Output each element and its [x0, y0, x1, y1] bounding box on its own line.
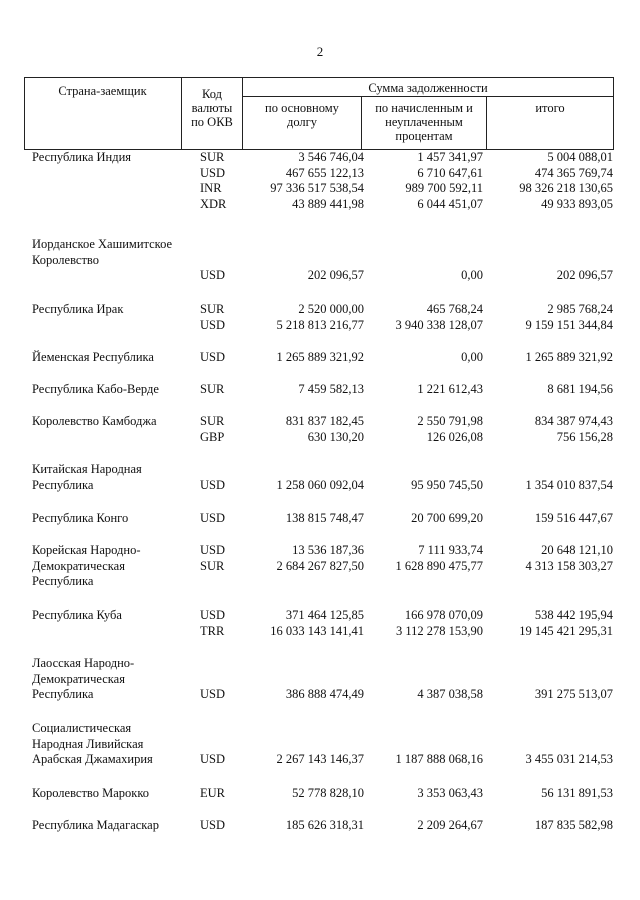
header-code: Код валюты по ОКВ	[191, 87, 233, 129]
interest-amount: 2 209 264,67	[417, 818, 483, 832]
country-name: Республика Конго	[32, 511, 129, 525]
principal-amount: 630 130,20	[307, 429, 364, 444]
country-name: Республика Ирак	[32, 302, 124, 316]
principal-amount: 43 889 441,98	[292, 196, 364, 211]
currency-code: USD	[200, 268, 226, 283]
header-principal: по основному долгу	[265, 101, 339, 129]
total-amount: 3 455 031 214,53	[525, 752, 613, 767]
principal-amount: 1 258 060 092,04	[276, 477, 364, 492]
interest-amount: 126 026,08	[426, 429, 483, 444]
principal-amount: 2 267 143 146,37	[276, 752, 364, 767]
interest-amount: 0,00	[461, 268, 483, 283]
principal-amount: 3 546 746,04	[298, 150, 364, 164]
total-amount: 9 159 151 344,84	[525, 317, 613, 332]
country-name: Социалистическая Народная Ливийская Арабская Джамахирия	[32, 721, 153, 767]
country-name: Лаосская Народно-Демократическая Республика	[32, 656, 135, 702]
currency-code: SUR	[200, 558, 225, 573]
country-name: Китайская Народная Республика	[32, 462, 142, 492]
principal-amount: 386 888 474,49	[285, 687, 364, 702]
interest-amount: 989 700 592,11	[405, 181, 483, 196]
currency-code: USD	[200, 818, 226, 832]
currency-code: USD	[200, 350, 226, 364]
total-amount: 56 131 891,53	[541, 786, 613, 800]
total-amount: 1 354 010 837,54	[525, 477, 613, 492]
principal-amount: 467 655 122,13	[285, 165, 364, 180]
interest-amount: 20 700 699,20	[411, 511, 483, 525]
currency-code: XDR	[200, 196, 227, 211]
header-divider	[242, 96, 614, 97]
principal-amount: 831 837 182,45	[285, 414, 364, 428]
principal-amount: 97 336 517 538,54	[270, 181, 364, 196]
currency-code: USD	[200, 752, 226, 767]
interest-amount: 465 768,24	[426, 302, 483, 316]
interest-amount: 1 457 341,97	[417, 150, 483, 164]
country-name: Республика Кабо-Верде	[32, 382, 159, 396]
principal-amount: 13 536 187,36	[292, 543, 364, 557]
page-number: 2	[316, 44, 324, 59]
total-amount: 20 648 121,10	[541, 543, 613, 557]
total-amount: 834 387 974,43	[534, 414, 613, 428]
total-amount: 49 933 893,05	[541, 196, 613, 211]
interest-amount: 3 112 278 153,90	[395, 623, 483, 638]
country-name: Республика Куба	[32, 608, 122, 622]
principal-amount: 2 520 000,00	[298, 302, 364, 316]
interest-amount: 1 187 888 068,16	[395, 752, 483, 767]
total-amount: 98 326 218 130,65	[519, 181, 613, 196]
total-amount: 474 365 769,74	[534, 165, 613, 180]
interest-amount: 166 978 070,09	[404, 608, 483, 622]
currency-code: SUR	[200, 414, 225, 428]
country-name: Королевство Камбоджа	[32, 414, 157, 428]
total-amount: 187 835 582,98	[534, 818, 613, 832]
currency-code: USD	[200, 608, 226, 622]
country-name: Иорданское Хашимитское Королевство	[32, 237, 173, 267]
interest-amount: 1 628 890 475,77	[395, 558, 483, 573]
total-amount: 19 145 421 295,31	[519, 623, 613, 638]
currency-code: USD	[200, 165, 226, 180]
principal-amount: 52 778 828,10	[292, 786, 364, 800]
country-name: Йеменская Республика	[32, 350, 154, 364]
country-name: Корейская Народно-Демократическая Республика	[32, 543, 141, 589]
interest-amount: 2 550 791,98	[417, 414, 483, 428]
interest-amount: 6 044 451,07	[417, 196, 483, 211]
country-name: Республика Мадагаскар	[32, 818, 159, 832]
header-total: итого	[535, 101, 565, 115]
interest-amount: 3 353 063,43	[417, 786, 483, 800]
principal-amount: 185 626 318,31	[285, 818, 364, 832]
total-amount: 202 096,57	[556, 268, 613, 283]
country-name: Королевство Марокко	[32, 786, 150, 800]
currency-code: SUR	[200, 382, 225, 396]
currency-code: USD	[200, 687, 226, 702]
currency-code: EUR	[200, 786, 225, 800]
currency-code: USD	[200, 317, 226, 332]
country-name: Республика Индия	[32, 150, 132, 164]
interest-amount: 4 387 038,58	[417, 687, 483, 702]
header-divider	[181, 77, 182, 150]
interest-amount: 95 950 745,50	[411, 477, 483, 492]
total-amount: 8 681 194,56	[547, 382, 613, 396]
total-amount: 5 004 088,01	[547, 150, 613, 164]
currency-code: USD	[200, 543, 226, 557]
total-amount: 4 313 158 303,27	[525, 558, 613, 573]
currency-code: USD	[200, 511, 226, 525]
principal-amount: 7 459 582,13	[298, 382, 364, 396]
total-amount: 1 265 889 321,92	[525, 350, 613, 364]
principal-amount: 138 815 748,47	[285, 511, 364, 525]
total-amount: 538 442 195,94	[534, 608, 613, 622]
interest-amount: 3 940 338 128,07	[395, 317, 483, 332]
principal-amount: 2 684 267 827,50	[276, 558, 364, 573]
interest-amount: 6 710 647,61	[417, 165, 483, 180]
principal-amount: 202 096,57	[307, 268, 364, 283]
currency-code: SUR	[200, 150, 225, 164]
principal-amount: 5 218 813 216,77	[276, 317, 364, 332]
total-amount: 2 985 768,24	[547, 302, 613, 316]
header-interest: по начисленным и неуплаченным процентам	[375, 101, 473, 143]
principal-amount: 1 265 889 321,92	[276, 350, 364, 364]
principal-amount: 371 464 125,85	[285, 608, 364, 622]
interest-amount: 7 111 933,74	[418, 543, 483, 557]
total-amount: 756 156,28	[556, 429, 613, 444]
currency-code: INR	[200, 181, 222, 196]
total-amount: 159 516 447,67	[534, 511, 613, 525]
currency-code: TRR	[200, 623, 225, 638]
principal-amount: 16 033 143 141,41	[270, 623, 364, 638]
interest-amount: 1 221 612,43	[417, 382, 483, 396]
total-amount: 391 275 513,07	[534, 687, 613, 702]
interest-amount: 0,00	[461, 350, 483, 364]
header-sum: Сумма задолженности	[368, 81, 488, 95]
currency-code: USD	[200, 477, 226, 492]
header-divider	[361, 96, 362, 150]
currency-code: SUR	[200, 302, 225, 316]
currency-code: GBP	[200, 429, 225, 444]
header-country: Страна-заемщик	[58, 84, 147, 98]
